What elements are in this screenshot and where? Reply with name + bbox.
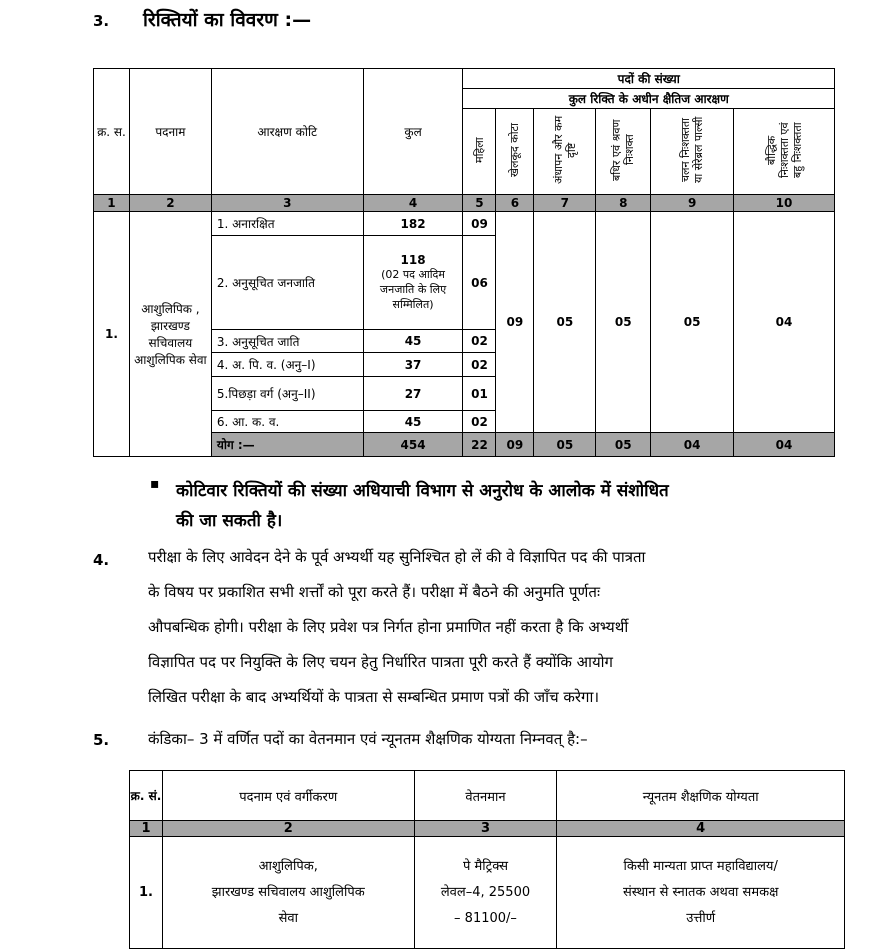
- totals-deaf: 05: [596, 433, 651, 457]
- t2-pay-line: लेवल–4, 25500: [440, 884, 531, 900]
- category-cell: 2. अनुसूचित जनजाति: [211, 236, 363, 330]
- total-cell: 45: [363, 411, 463, 433]
- section-4-line: विज्ञापित पद पर नियुक्ति के लिए चयन हेतु निर्धारित पात्रता पूरी करते हैं क्योंकि आयोग: [148, 653, 613, 671]
- total-cell: 45: [363, 330, 463, 353]
- total-cell: 37: [363, 353, 463, 377]
- table-row: [130, 837, 845, 949]
- vacancy-table: [93, 68, 835, 457]
- women-cell: 09: [463, 212, 496, 236]
- locomotor-merged-cell: 05: [651, 212, 734, 433]
- colnum-cell: 10: [734, 195, 835, 212]
- colnum-cell: 7: [534, 195, 596, 212]
- category-cell: 1. अनारक्षित: [211, 212, 363, 236]
- colnum-cell: 2: [129, 195, 211, 212]
- women-cell: 02: [463, 411, 496, 433]
- section-5-text: कंडिका– 3 में वर्णित पदों का वेतनमान एवं न्यूनतम शैक्षणिक योग्यता निम्नवत् है:–: [148, 730, 588, 748]
- t2-post-cell: [162, 837, 414, 949]
- col-locomotor-header: चलन निःशक्तता या सेरेब्रल पाल्सी: [651, 109, 734, 195]
- t2-post-line: झारखण्ड सचिवालय आशुलिपिक: [211, 884, 365, 900]
- colnum-cell: 3: [211, 195, 363, 212]
- colnum-cell: 1: [94, 195, 130, 212]
- t2-qual-line: संस्थान से स्नातक अथवा समकक्ष: [622, 884, 779, 900]
- category-cell: 3. अनुसूचित जाति: [211, 330, 363, 353]
- t2-pay-header: वेतनमान: [414, 771, 557, 821]
- t2-pay-line: पे मैट्रिक्स: [462, 858, 508, 874]
- total-cell: 182: [363, 212, 463, 236]
- women-cell: 02: [463, 330, 496, 353]
- colnum-cell: 1: [130, 821, 163, 837]
- women-cell: 01: [463, 377, 496, 411]
- revision-note-line2: की जा सकती है।: [176, 511, 283, 531]
- section-3-number: 3.: [93, 12, 110, 30]
- women-cell: 06: [463, 236, 496, 330]
- totals-total: 454: [363, 433, 463, 457]
- col-intellectual-header: बौद्धिक निःशक्तता एवं बहु निःशक्तता: [734, 109, 835, 195]
- t2-post-line: सेवा: [278, 910, 298, 926]
- total-note: (02 पद आदिम जनजाति के लिए सम्मिलित): [379, 268, 447, 311]
- t2-pay-cell: [414, 837, 557, 949]
- pay-qualification-table: [129, 770, 845, 949]
- totals-intellectual: 04: [734, 433, 835, 457]
- sl-cell: 1.: [94, 212, 130, 457]
- sports-merged-cell: 09: [496, 212, 534, 433]
- totals-women: 22: [463, 433, 496, 457]
- section-5-number: 5.: [93, 731, 110, 749]
- t2-post-line: आशुलिपिक,: [258, 858, 318, 874]
- col-category-header: आरक्षण कोटि: [211, 69, 363, 195]
- post-name-cell: आशुलिपिक , झारखण्ड सचिवालय आशुलिपिक सेवा: [129, 212, 211, 457]
- section-4-line: परीक्षा के लिए आवेदन देने के पूर्व अभ्यर्थी यह सुनिश्चित हो लें की वे विज्ञापित पद की पात्रता: [148, 548, 646, 566]
- section-4-line: के विषय पर प्रकाशित सभी शर्त्तों को पूरा करते हैं। परीक्षा में बैठने की अनुमति पूर्णतः: [148, 583, 600, 601]
- totals-blind: 05: [534, 433, 596, 457]
- column-number-row: [94, 195, 835, 212]
- colnum-cell: 5: [463, 195, 496, 212]
- colnum-cell: 2: [162, 821, 414, 837]
- colnum-cell: 4: [557, 821, 845, 837]
- t2-qual-line: किसी मान्यता प्राप्त महाविद्यालय/: [623, 858, 778, 874]
- section-3-heading: रिक्तियों का विवरण :—: [143, 9, 312, 31]
- t2-qual-header: न्यूनतम शैक्षणिक योग्यता: [557, 771, 845, 821]
- col-blind-header: अंधापन और कम दृष्टि: [534, 109, 596, 195]
- revision-note: [176, 476, 846, 536]
- posts-count-header: पदों की संख्या: [463, 69, 835, 89]
- section-4-line: लिखित परीक्षा के बाद अभ्यर्थियों के पात्रता से सम्बन्धित प्रमाण पत्रों की जाँच करेगा।: [148, 688, 600, 706]
- t2-pay-line: – 81100/–: [454, 910, 517, 926]
- category-cell: 6. आ. क. व.: [211, 411, 363, 433]
- horizontal-reservation-header: कुल रिक्ति के अधीन क्षैतिज आरक्षण: [463, 89, 835, 109]
- colnum-cell: 8: [596, 195, 651, 212]
- col-post-header: पदनाम: [129, 69, 211, 195]
- total-value: 118: [400, 253, 426, 267]
- col-total-header: कुल: [363, 69, 463, 195]
- total-cell: 27: [363, 377, 463, 411]
- note-bullet: ▪: [150, 476, 160, 492]
- revision-note-line1: कोटिवार रिक्तियों की संख्या अधियाची विभाग से अनुरोध के आलोक में संशोधित: [176, 481, 669, 501]
- section-4-number: 4.: [93, 551, 110, 569]
- colnum-cell: 3: [414, 821, 557, 837]
- women-cell: 02: [463, 353, 496, 377]
- totals-locomotor: 04: [651, 433, 734, 457]
- col-sports-header: खेलकूद कोटा: [496, 109, 534, 195]
- table-row: [94, 212, 835, 236]
- col-women-header: महिला: [463, 109, 496, 195]
- total-cell: [363, 236, 463, 330]
- totals-sports: 09: [496, 433, 534, 457]
- blind-merged-cell: 05: [534, 212, 596, 433]
- intellectual-merged-cell: 04: [734, 212, 835, 433]
- col-deaf-header: बधिर एवं श्रवण निःशक्त: [596, 109, 651, 195]
- deaf-merged-cell: 05: [596, 212, 651, 433]
- t2-sl-cell: 1.: [130, 837, 163, 949]
- colnum-cell: 9: [651, 195, 734, 212]
- totals-label: योग :—: [211, 433, 363, 457]
- t2-sl-header: क्र. सं.: [130, 771, 163, 821]
- section-4-text: [148, 540, 838, 715]
- colnum-cell: 4: [363, 195, 463, 212]
- t2-column-number-row: [130, 821, 845, 837]
- colnum-cell: 6: [496, 195, 534, 212]
- category-cell: 5.पिछड़ा वर्ग (अनु–II): [211, 377, 363, 411]
- category-cell: 4. अ. पि. व. (अनु–I): [211, 353, 363, 377]
- t2-post-header: पदनाम एवं वर्गीकरण: [162, 771, 414, 821]
- section-4-line: औपबन्धिक होगी। परीक्षा के लिए प्रवेश पत्र निर्गत होना प्रमाणित नहीं करता है कि अभ्यर्थी: [148, 618, 629, 636]
- t2-qual-line: उत्तीर्ण: [686, 910, 716, 926]
- t2-qual-cell: [557, 837, 845, 949]
- col-sl-header: क्र. स.: [94, 69, 130, 195]
